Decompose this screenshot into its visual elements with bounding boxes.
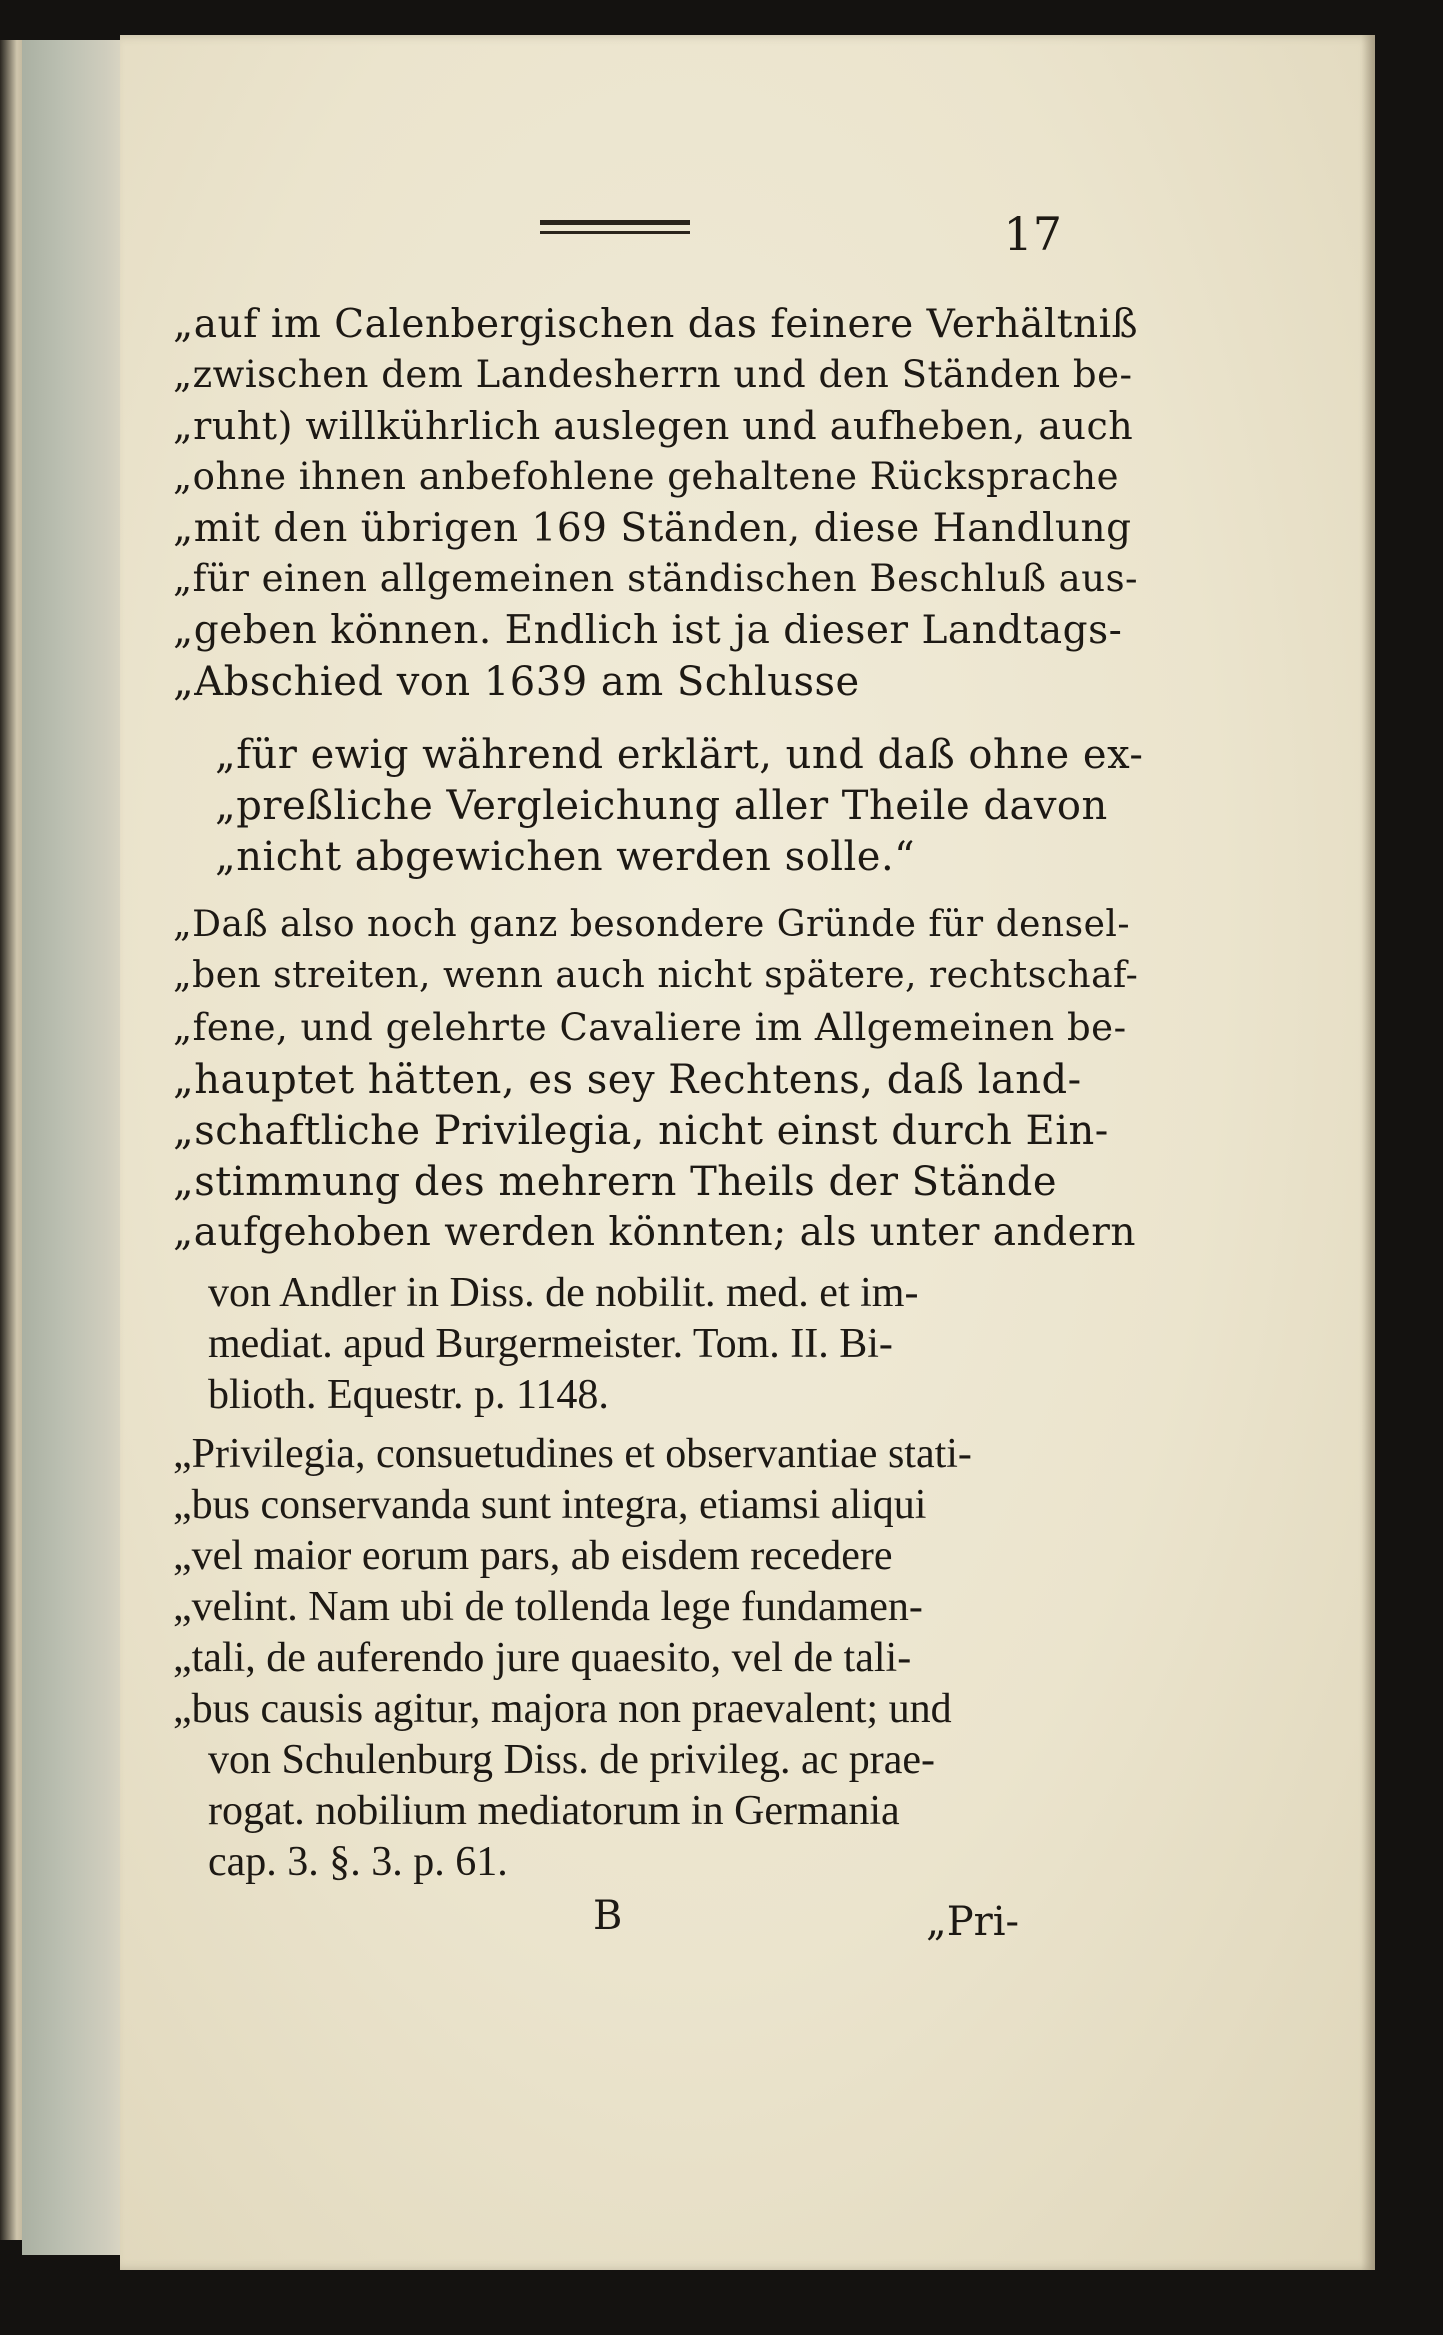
text-line: „fene, und gelehrte Cavaliere im Allgemeinen be- [173, 1006, 1127, 1049]
text-line: „geben können. Endlich ist ja dieser Landtags- [173, 608, 1123, 653]
text-line: „zwischen dem Landesherrn und den Ständen be- [173, 353, 1133, 396]
citation-line: cap. 3. §. 3. p. 61. [208, 1839, 508, 1885]
text-line: „stimmung des mehrern Theils der Stände [173, 1159, 1058, 1205]
citation-line: von Andler in Diss. de nobilit. med. et im- [208, 1270, 919, 1316]
latin-line: „Privilegia, consuetudines et observantiae stati- [173, 1431, 972, 1477]
citation-line: mediat. apud Burgermeister. Tom. II. Bi- [208, 1321, 893, 1367]
page-number: 17 [1003, 207, 1062, 261]
quote-line: „nicht abgewichen werden solle.“ [215, 834, 916, 880]
citation-line: von Schulenburg Diss. de privileg. ac prae- [208, 1737, 936, 1783]
text-line: „Daß also noch ganz besondere Gründe für densel- [173, 904, 1131, 945]
latin-line: „vel maior eorum pars, ab eisdem recedere [173, 1533, 893, 1579]
header-double-rule [540, 220, 690, 234]
citation-line: blioth. Equestr. p. 1148. [208, 1372, 609, 1418]
text-line: „ruht) willkührlich auslegen und aufheben, auch [173, 404, 1134, 448]
latin-line: „bus conservanda sunt integra, etiamsi aliqui [173, 1482, 927, 1528]
quote-line: „preßliche Vergleichung aller Theile davon [215, 783, 1108, 829]
catchword: „Pri- [926, 1899, 1020, 1945]
text-line: „schaftliche Privilegia, nicht einst durch Ein- [173, 1108, 1109, 1154]
citation-line: rogat. nobilium mediatorum in Germania [208, 1788, 900, 1834]
signature-mark: B [593, 1893, 623, 1939]
text-line: „für einen allgemeinen ständischen Beschluß aus- [173, 557, 1139, 600]
text-line: „ben streiten, wenn auch nicht spätere, rechtschaf- [173, 955, 1139, 996]
text-line: „hauptet hätten, es sey Rechtens, daß land- [173, 1057, 1082, 1103]
latin-line: „bus causis agitur, majora non praevalent; und [173, 1686, 952, 1732]
text-line: „auf im Calenbergischen das feinere Verhältniß [173, 302, 1139, 347]
page-gutter [22, 40, 127, 2255]
latin-line: „velint. Nam ubi de tollenda lege fundamen- [173, 1584, 923, 1630]
text-line: „mit den übrigen 169 Ständen, diese Handlung [173, 506, 1132, 551]
text-line: „aufgehoben werden könnten; als unter andern [173, 1210, 1136, 1255]
page-edge-shadow [1361, 35, 1375, 2270]
quote-line: „für ewig während erklärt, und daß ohne ex- [215, 732, 1144, 778]
latin-line: „tali, de auferendo jure quaesito, vel de tali- [173, 1635, 912, 1681]
text-line: „ohne ihnen anbefohlene gehaltene Rücksprache [173, 455, 1119, 498]
text-line: „Abschied von 1639 am Schlusse [173, 659, 860, 705]
book-page [120, 35, 1375, 2270]
